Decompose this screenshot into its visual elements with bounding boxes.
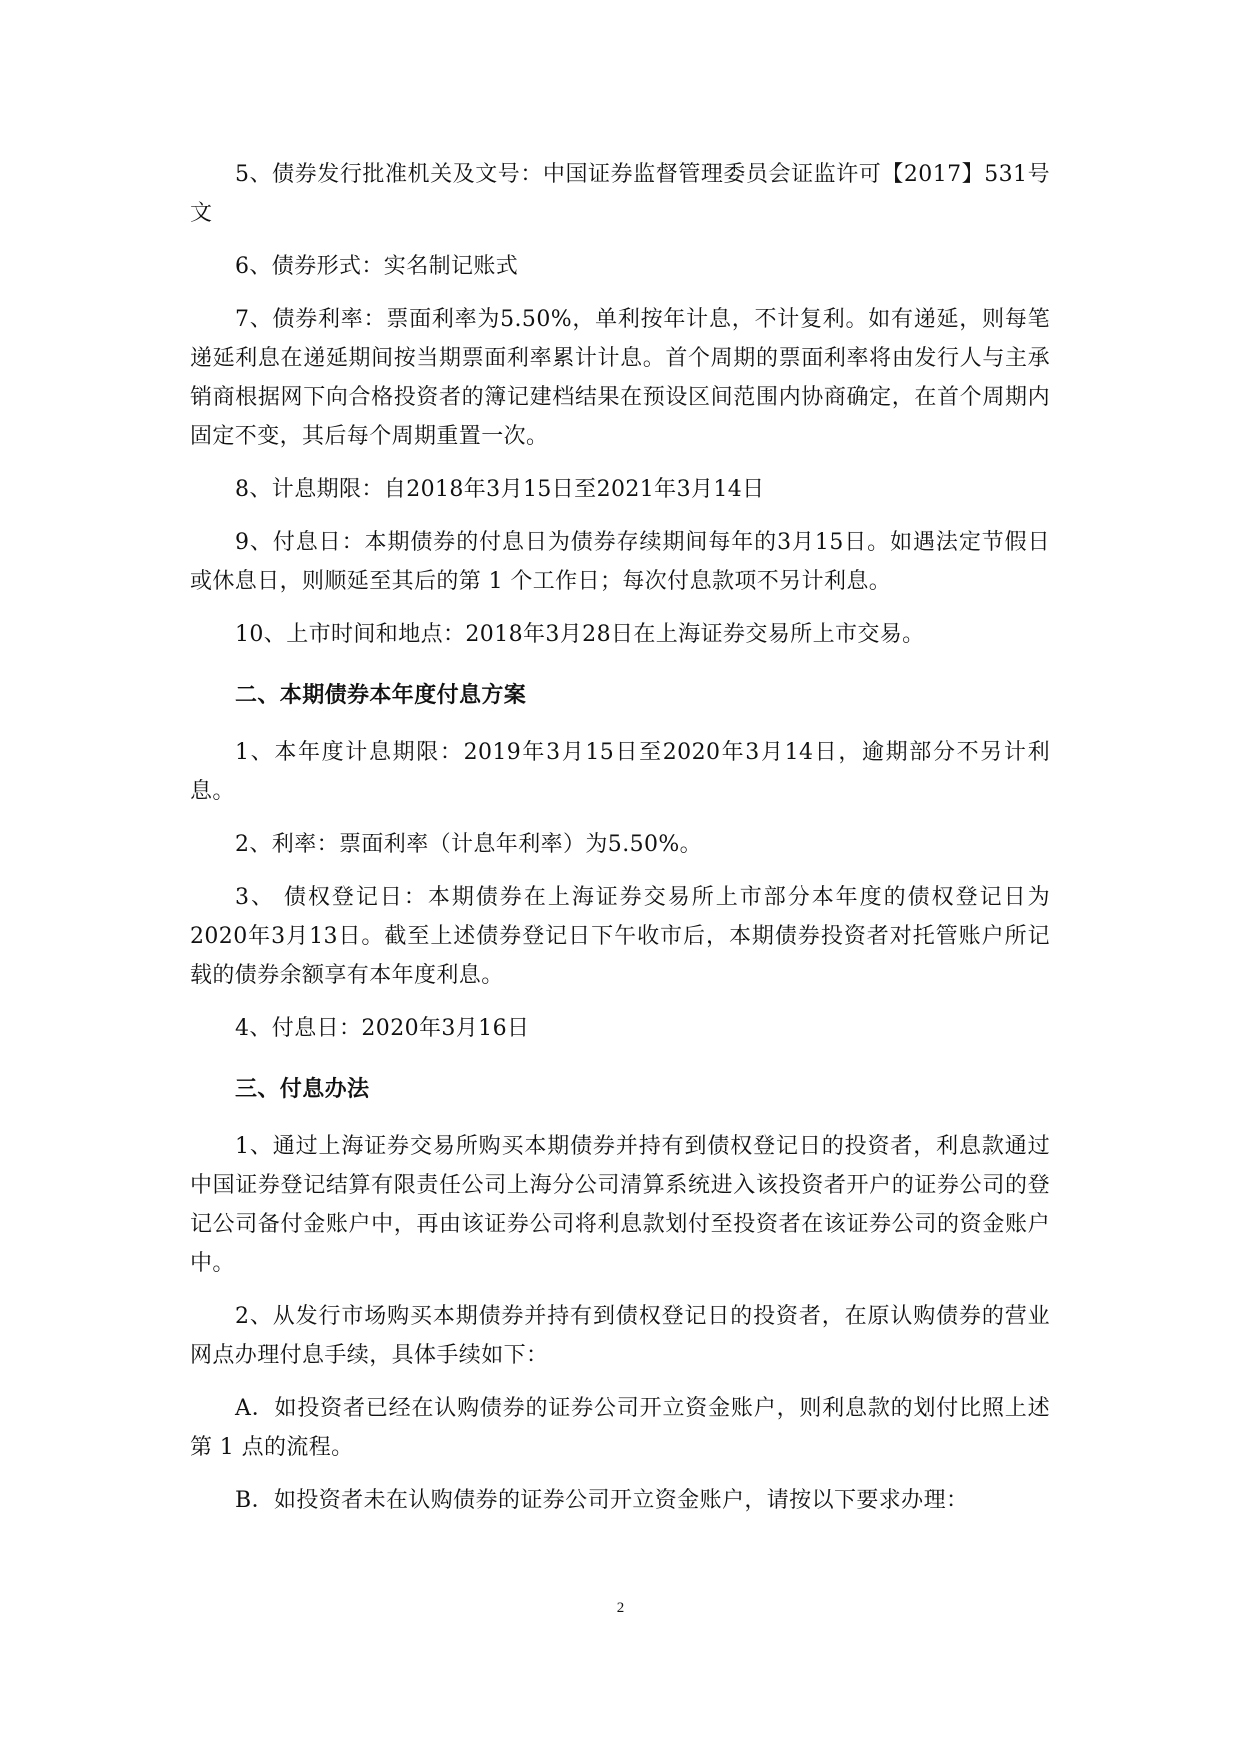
item-interest-rate: 7、债券利率：票面利率为5.50%，单利按年计息，不计复利。如有递延，则每笔递延利息在递延期间按当期票面利率累计计息。首个周期的票面利率将由发行人与主承销商根据网下向合格投资者的簿记建档结果在预设区间范围内协商确定，在首个周期内固定不变，其后每个周期重置一次。	[190, 307, 1050, 449]
section-heading-payment-plan: 二、本期债券本年度付息方案	[235, 683, 527, 708]
item-payment-date: 9、付息日：本期债券的付息日为债券存续期间每年的3月15日。如遇法定节假日或休息日，则顺延至其后的第 1 个工作日；每次付息款项不另计利息。	[190, 530, 1050, 594]
method-option-b: B．如投资者未在认购债券的证券公司开立资金账户，请按以下要求办理：	[235, 1488, 969, 1513]
method-primary-investors: 2、从发行市场购买本期债券并持有到债权登记日的投资者，在原认购债券的营业网点办理付息手续，具体手续如下：	[190, 1304, 1050, 1368]
item-listing: 10、上市时间和地点：2018年3月28日在上海证券交易所上市交易。	[235, 622, 925, 647]
item-bond-form: 6、债券形式：实名制记账式	[235, 254, 519, 279]
section-heading-payment-method: 三、付息办法	[235, 1077, 370, 1102]
plan-interest-period: 1、本年度计息期限：2019年3月15日至2020年3月14日，逾期部分不另计利息。	[190, 740, 1050, 804]
item-approval: 5、债券发行批准机关及文号：中国证券监督管理委员会证监许可【2017】531号文	[190, 162, 1050, 226]
method-exchange-investors: 1、通过上海证券交易所购买本期债券并持有到债权登记日的投资者，利息款通过中国证券登记结算有限责任公司上海分公司清算系统进入该投资者开户的证券公司的登记公司备付金账户中，再由该证券公司将利息款划付至投资者在该证券公司的资金账户中。	[190, 1134, 1050, 1276]
plan-rate: 2、利率：票面利率（计息年利率）为5.50%。	[235, 832, 703, 857]
document-body	[190, 155, 1050, 1534]
plan-payment-date: 4、付息日：2020年3月16日	[235, 1016, 530, 1041]
plan-record-date: 3、 债权登记日：本期债券在上海证券交易所上市部分本年度的债权登记日为2020年3月13日。截至上述债券登记日下午收市后，本期债券投资者对托管账户所记载的债券余额享有本年度利息。	[190, 885, 1050, 988]
page-number: 2	[616, 1600, 625, 1616]
item-interest-period: 8、计息期限：自2018年3月15日至2021年3月14日	[235, 477, 765, 502]
method-option-a: A．如投资者已经在认购债券的证券公司开立资金账户，则利息款的划付比照上述第 1 点的流程。	[190, 1396, 1050, 1460]
